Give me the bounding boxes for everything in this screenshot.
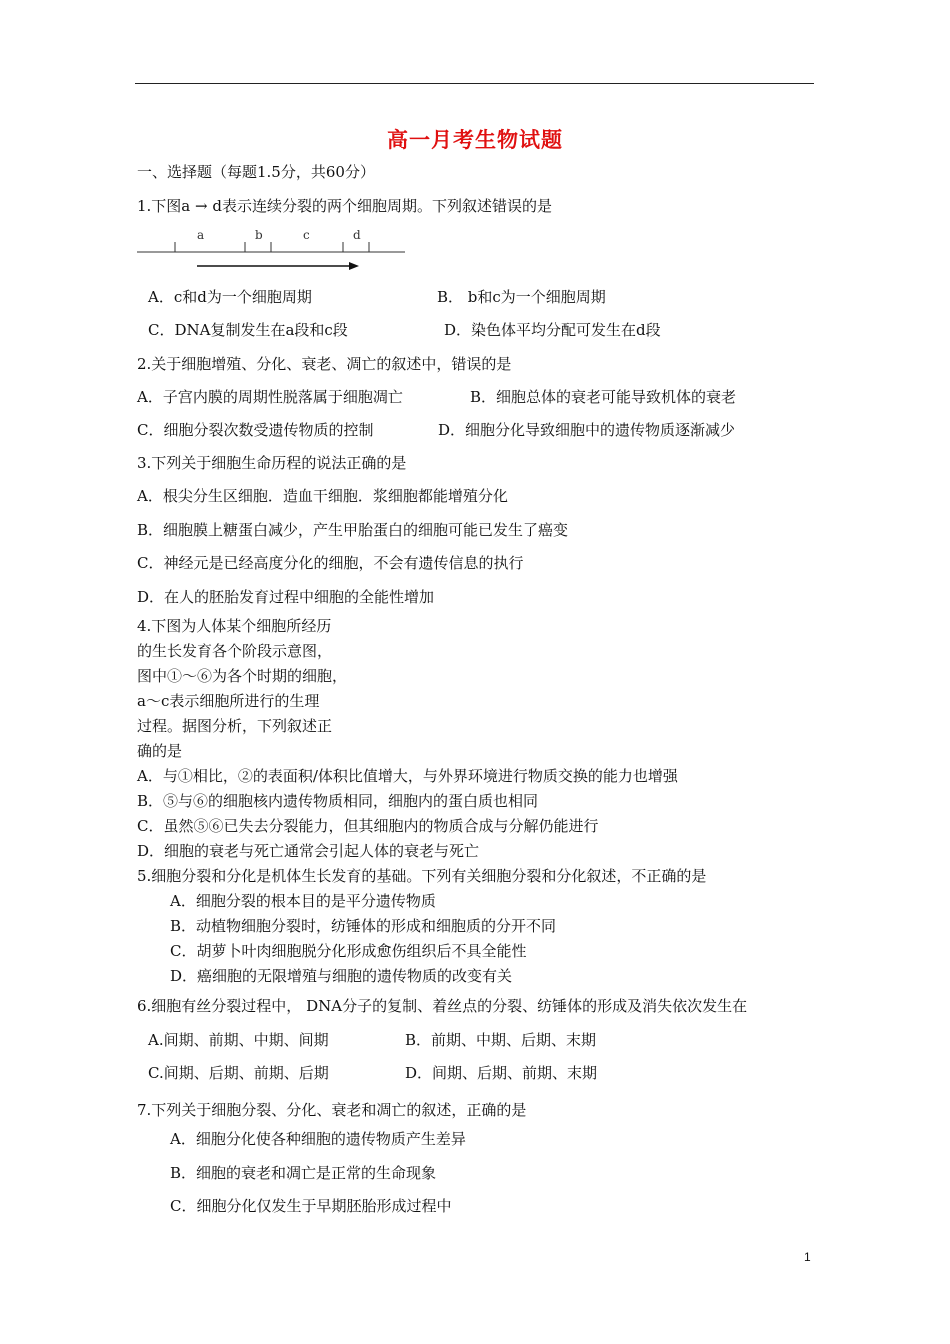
q7-option-c: C．细胞分化仅发生于早期胚胎形成过程中 (170, 1197, 452, 1215)
q6-option-c: C.间期、后期、前期、后期 (148, 1064, 329, 1082)
q4-stem-line-2: 的生长发育各个阶段示意图， (137, 642, 333, 660)
header-rule (135, 83, 814, 84)
q4-stem-line-3: 图中①～⑥为各个时期的细胞， (137, 667, 348, 685)
q2-option-b: B．细胞总体的衰老可能导致机体的衰老 (470, 388, 737, 406)
page-number: 1 (804, 1250, 811, 1264)
q7-option-b: B．细胞的衰老和凋亡是正常的生命现象 (170, 1164, 437, 1182)
q2-option-c: C．细胞分裂次数受遗传物质的控制 (137, 421, 374, 439)
q3-option-c: C．神经元是已经高度分化的细胞，不会有遗传信息的执行 (137, 554, 524, 572)
q5-option-b: B．动植物细胞分裂时，纺锤体的形成和细胞质的分开不同 (170, 917, 557, 935)
q1-option-c: C．DNA复制发生在a段和c段 (148, 321, 348, 339)
q4-option-b: B．⑤与⑥的细胞核内遗传物质相同，细胞内的蛋白质也相同 (137, 792, 539, 810)
q5-option-c: C．胡萝卜叶肉细胞脱分化形成愈伤组织后不具全能性 (170, 942, 527, 960)
q3-option-b: B．细胞膜上糖蛋白减少，产生甲胎蛋白的细胞可能已发生了癌变 (137, 521, 569, 539)
q4-stem-line-5: 过程。据图分析，下列叙述正 (137, 717, 333, 735)
q3-option-d: D．在人的胚胎发育过程中细胞的全能性增加 (137, 588, 435, 606)
q4-option-a: A．与①相比，②的表面积/体积比值增大，与外界环境进行物质交换的能力也增强 (137, 767, 678, 785)
q2-stem: 2.关于细胞增殖、分化、衰老、凋亡的叙述中，错误的是 (137, 355, 512, 373)
direction-arrow-head (349, 262, 359, 270)
q7-option-a: A．细胞分化使各种细胞的遗传物质产生差异 (170, 1130, 466, 1148)
label-b: b (255, 228, 263, 242)
label-d: d (353, 228, 361, 242)
q7-stem: 7.下列关于细胞分裂、分化、衰老和凋亡的叙述，正确的是 (137, 1101, 527, 1119)
q5-stem: 5.细胞分裂和分化是机体生长发育的基础。下列有关细胞分裂和分化叙述，不正确的是 (137, 867, 707, 885)
q6-option-a: A.间期、前期、中期、间期 (148, 1031, 329, 1049)
q3-option-a: A．根尖分生区细胞．造血干细胞．浆细胞都能增殖分化 (137, 487, 508, 505)
page-title: 高一月考生物试题 (387, 127, 563, 152)
q5-option-d: D．癌细胞的无限增殖与细胞的遗传物质的改变有关 (170, 967, 513, 985)
q6-option-d: D．间期、后期、前期、末期 (405, 1064, 598, 1082)
q6-option-b: B．前期、中期、后期、末期 (405, 1031, 597, 1049)
q1-option-b: B． b和c为一个细胞周期 (437, 288, 606, 306)
q1-option-a: A．c和d为一个细胞周期 (148, 288, 312, 306)
q6-stem: 6.细胞有丝分裂过程中， DNA分子的复制、着丝点的分裂、纺锤体的形成及消失依次发生在 (137, 997, 748, 1015)
q1-option-d: D．染色体平均分配可发生在d段 (444, 321, 661, 339)
q2-option-d: D．细胞分化导致细胞中的遗传物质逐渐减少 (438, 421, 736, 439)
q4-stem-line-1: 4.下图为人体某个细胞所经历 (137, 617, 332, 635)
q4-option-c: C．虽然⑤⑥已失去分裂能力，但其细胞内的物质合成与分解仍能进行 (137, 817, 599, 835)
q3-stem: 3.下列关于细胞生命历程的说法正确的是 (137, 454, 407, 472)
q4-stem-line-4: a～c表示细胞所进行的生理 (137, 692, 320, 710)
label-a: a (197, 228, 205, 242)
q4-stem-line-6: 确的是 (137, 742, 183, 760)
cell-cycle-diagram (137, 226, 407, 276)
q4-option-d: D．细胞的衰老与死亡通常会引起人体的衰老与死亡 (137, 842, 480, 860)
q5-option-a: A．细胞分裂的根本目的是平分遗传物质 (170, 892, 436, 910)
section-heading: 一、选择题（每题1.5分，共60分） (137, 163, 375, 181)
label-c: c (303, 228, 310, 242)
q2-option-a: A．子宫内膜的周期性脱落属于细胞凋亡 (137, 388, 403, 406)
q1-stem: 1.下图a → d表示连续分裂的两个细胞周期。下列叙述错误的是 (137, 197, 552, 215)
